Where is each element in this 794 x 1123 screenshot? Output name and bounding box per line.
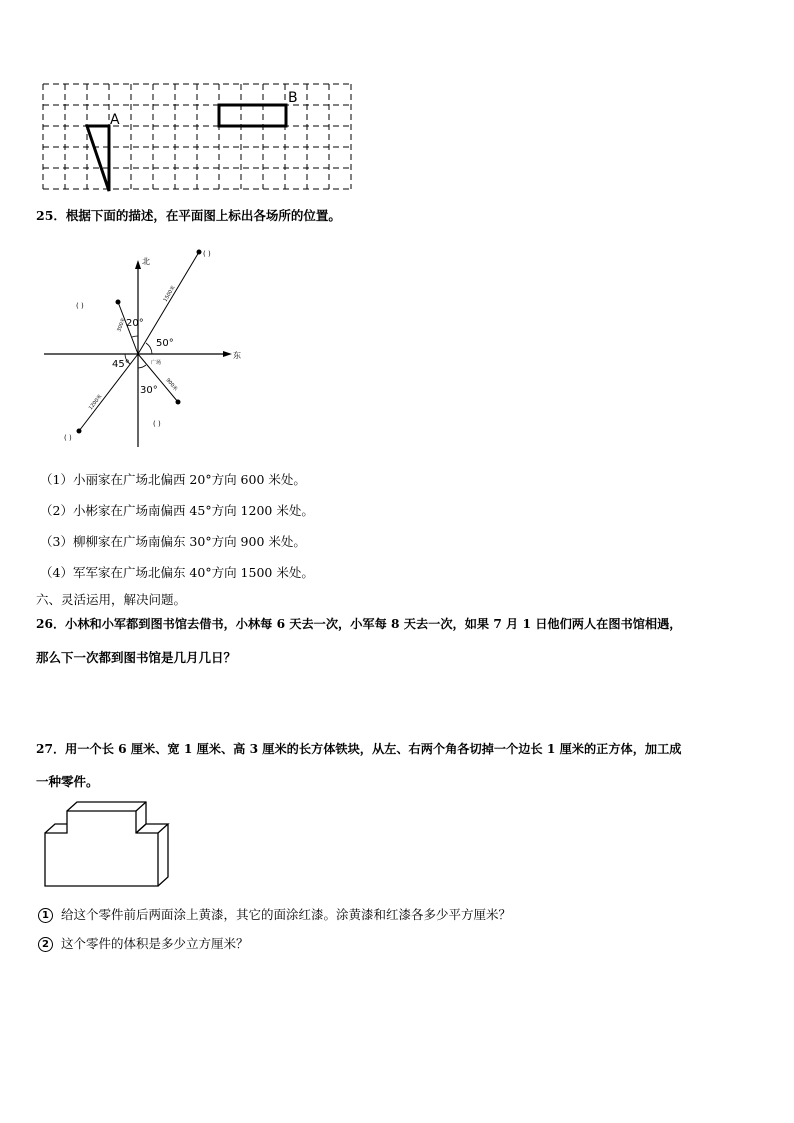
triangle-a (87, 126, 109, 191)
q27-sub-1-text: 给这个零件前后两面涂上黄漆，其它的面涂红漆。涂黄漆和红漆各多少平方厘米？ (61, 907, 512, 922)
q25-item-2: （2）小彬家在广场南偏西 45°方向 1200 米处。 (40, 503, 314, 518)
angle-sw: 45° (112, 359, 130, 370)
point-northeast (197, 250, 202, 255)
dist-ne: 1500米 (162, 284, 177, 304)
dist-sw: 1200米 (87, 393, 104, 412)
section-6-heading: 六、灵活运用，解决问题。 (36, 592, 187, 607)
north-label: 北 (142, 257, 150, 266)
rectangle-b (219, 105, 286, 126)
q27-sub-2 (38, 934, 249, 952)
q25-item-1: （1）小丽家在广场北偏西 20°方向 600 米处。 (40, 472, 306, 487)
q25-item-3: （3）柳柳家在广场南偏东 30°方向 900 米处。 (40, 534, 306, 549)
q27-sub-1 (38, 905, 511, 923)
direction-map (40, 240, 250, 455)
blank-southeast: ( ) (153, 420, 161, 428)
dist-se: 900米 (164, 377, 179, 393)
blank-northeast: ( ) (203, 250, 211, 258)
q27-line-2: 一种零件。 (36, 774, 99, 789)
north-arrow-icon (135, 260, 141, 269)
blank-southwest: ( ) (64, 434, 72, 442)
q27-sub-2-text: 这个零件的体积是多少立方厘米？ (61, 936, 249, 951)
center-label: 广场 (151, 360, 162, 366)
q27-line-1: 27．用一个长 6 厘米、宽 1 厘米、高 3 厘米的长方体铁块，从左、右两个角各切掉一个边长 1 厘米的正方体，加工成 (36, 742, 682, 756)
angle-ne: 50° (156, 338, 174, 349)
angle-se: 30° (140, 385, 158, 396)
point-northwest (116, 300, 121, 305)
circled-number-2: 2 (38, 937, 53, 952)
grid-figure (40, 80, 360, 195)
point-southwest (77, 429, 82, 434)
east-label: 东 (233, 351, 241, 360)
q26-line-2: 那么下一次都到图书馆是几月几日？ (36, 650, 237, 665)
q25-title: 25．根据下面的描述，在平面图上标出各场所的位置。 (36, 208, 341, 223)
blank-northwest: ( ) (76, 302, 84, 310)
q26-line-1: 26．小林和小军都到图书馆去借书，小林每 6 天去一次，小军每 8 天去一次，如果 7 月 1 日他们两人在图书馆相遇， (36, 617, 682, 631)
dist-nw: 300米 (116, 316, 128, 333)
circled-number-1: 1 (38, 908, 53, 923)
point-southeast (176, 400, 181, 405)
label-b: B (288, 90, 298, 106)
east-arrow-icon (223, 351, 232, 357)
angle-nw: 20° (126, 318, 144, 329)
part-drawing (40, 798, 180, 890)
q25-item-4: （4）军军家在广场北偏东 40°方向 1500 米处。 (40, 565, 314, 580)
part-front-face (45, 811, 158, 886)
label-a: A (110, 112, 120, 128)
